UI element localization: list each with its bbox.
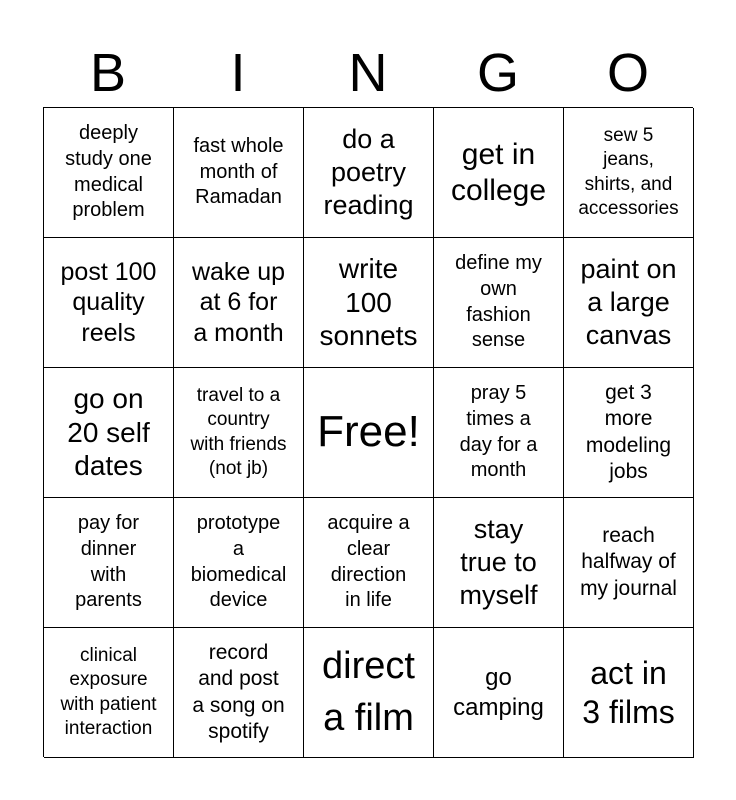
cell-text: post 100 quality reels [60, 257, 157, 347]
bingo-cell-2-1 [44, 238, 174, 368]
cell-text: go on 20 self dates [67, 383, 150, 482]
bingo-cell-3-3-free [304, 368, 434, 498]
bingo-header [43, 40, 693, 106]
bingo-cell-4-3 [304, 498, 434, 628]
cell-text: reach halfway of my journal [580, 524, 677, 600]
cell-text: write 100 sonnets [319, 253, 418, 352]
bingo-cell-1-2 [174, 108, 304, 238]
cell-text: sew 5 jeans, shirts, and accessories [578, 124, 679, 219]
header-letter-b: B [89, 43, 127, 103]
bingo-cell-4-1 [44, 498, 174, 628]
cell-text: travel to a country with friends (not jb) [190, 384, 287, 479]
bingo-cell-3-5 [564, 368, 694, 498]
cell-text: wake up at 6 for a month [191, 257, 286, 347]
bingo-cell-1-4 [434, 108, 564, 238]
cell-text: do a poetry reading [323, 124, 414, 220]
bingo-grid [43, 107, 693, 757]
cell-text: define my own fashion sense [455, 252, 542, 352]
bingo-cell-3-2 [174, 368, 304, 498]
bingo-cell-5-1 [44, 628, 174, 758]
cell-text: get in college [450, 137, 547, 207]
header-letter-o: O [606, 43, 649, 103]
bingo-cell-3-1 [44, 368, 174, 498]
header-letter-i: I [230, 43, 246, 103]
cell-text: pray 5 times a day for a month [459, 382, 538, 482]
cell-text: stay true to myself [459, 514, 538, 610]
bingo-cell-2-2 [174, 238, 304, 368]
bingo-cell-2-3 [304, 238, 434, 368]
bingo-cell-4-5 [564, 498, 694, 628]
bingo-cell-1-5 [564, 108, 694, 238]
bingo-cell-2-5 [564, 238, 694, 368]
free-space-text: Free! [317, 407, 420, 457]
bingo-cell-2-4 [434, 238, 564, 368]
bingo-cell-4-4 [434, 498, 564, 628]
bingo-cell-1-3 [304, 108, 434, 238]
cell-text: paint on a large canvas [580, 254, 677, 350]
header-letter-g: G [476, 43, 519, 103]
cell-text: record and post a song on spotify [192, 641, 285, 743]
bingo-cell-4-2 [174, 498, 304, 628]
bingo-cell-5-2 [174, 628, 304, 758]
bingo-cell-1-1 [44, 108, 174, 238]
cell-text: prototype a biomedical device [190, 512, 287, 612]
cell-text: fast whole month of Ramadan [193, 135, 284, 209]
cell-text: clinical exposure with patient interaction [60, 644, 157, 739]
cell-text: act in 3 films [582, 655, 675, 730]
bingo-cell-5-4 [434, 628, 564, 758]
cell-text: get 3 more modeling jobs [585, 381, 672, 483]
bingo-cell-5-3 [304, 628, 434, 758]
cell-text: pay for dinner with parents [75, 512, 142, 612]
cell-text: acquire a clear direction in life [327, 512, 410, 612]
cell-text: direct a film [322, 645, 415, 739]
bingo-cell-5-5 [564, 628, 694, 758]
bingo-cell-3-4 [434, 368, 564, 498]
cell-text: go camping [453, 663, 544, 721]
header-letter-n: N [348, 43, 388, 103]
cell-text: deeply study one medical problem [65, 122, 152, 222]
